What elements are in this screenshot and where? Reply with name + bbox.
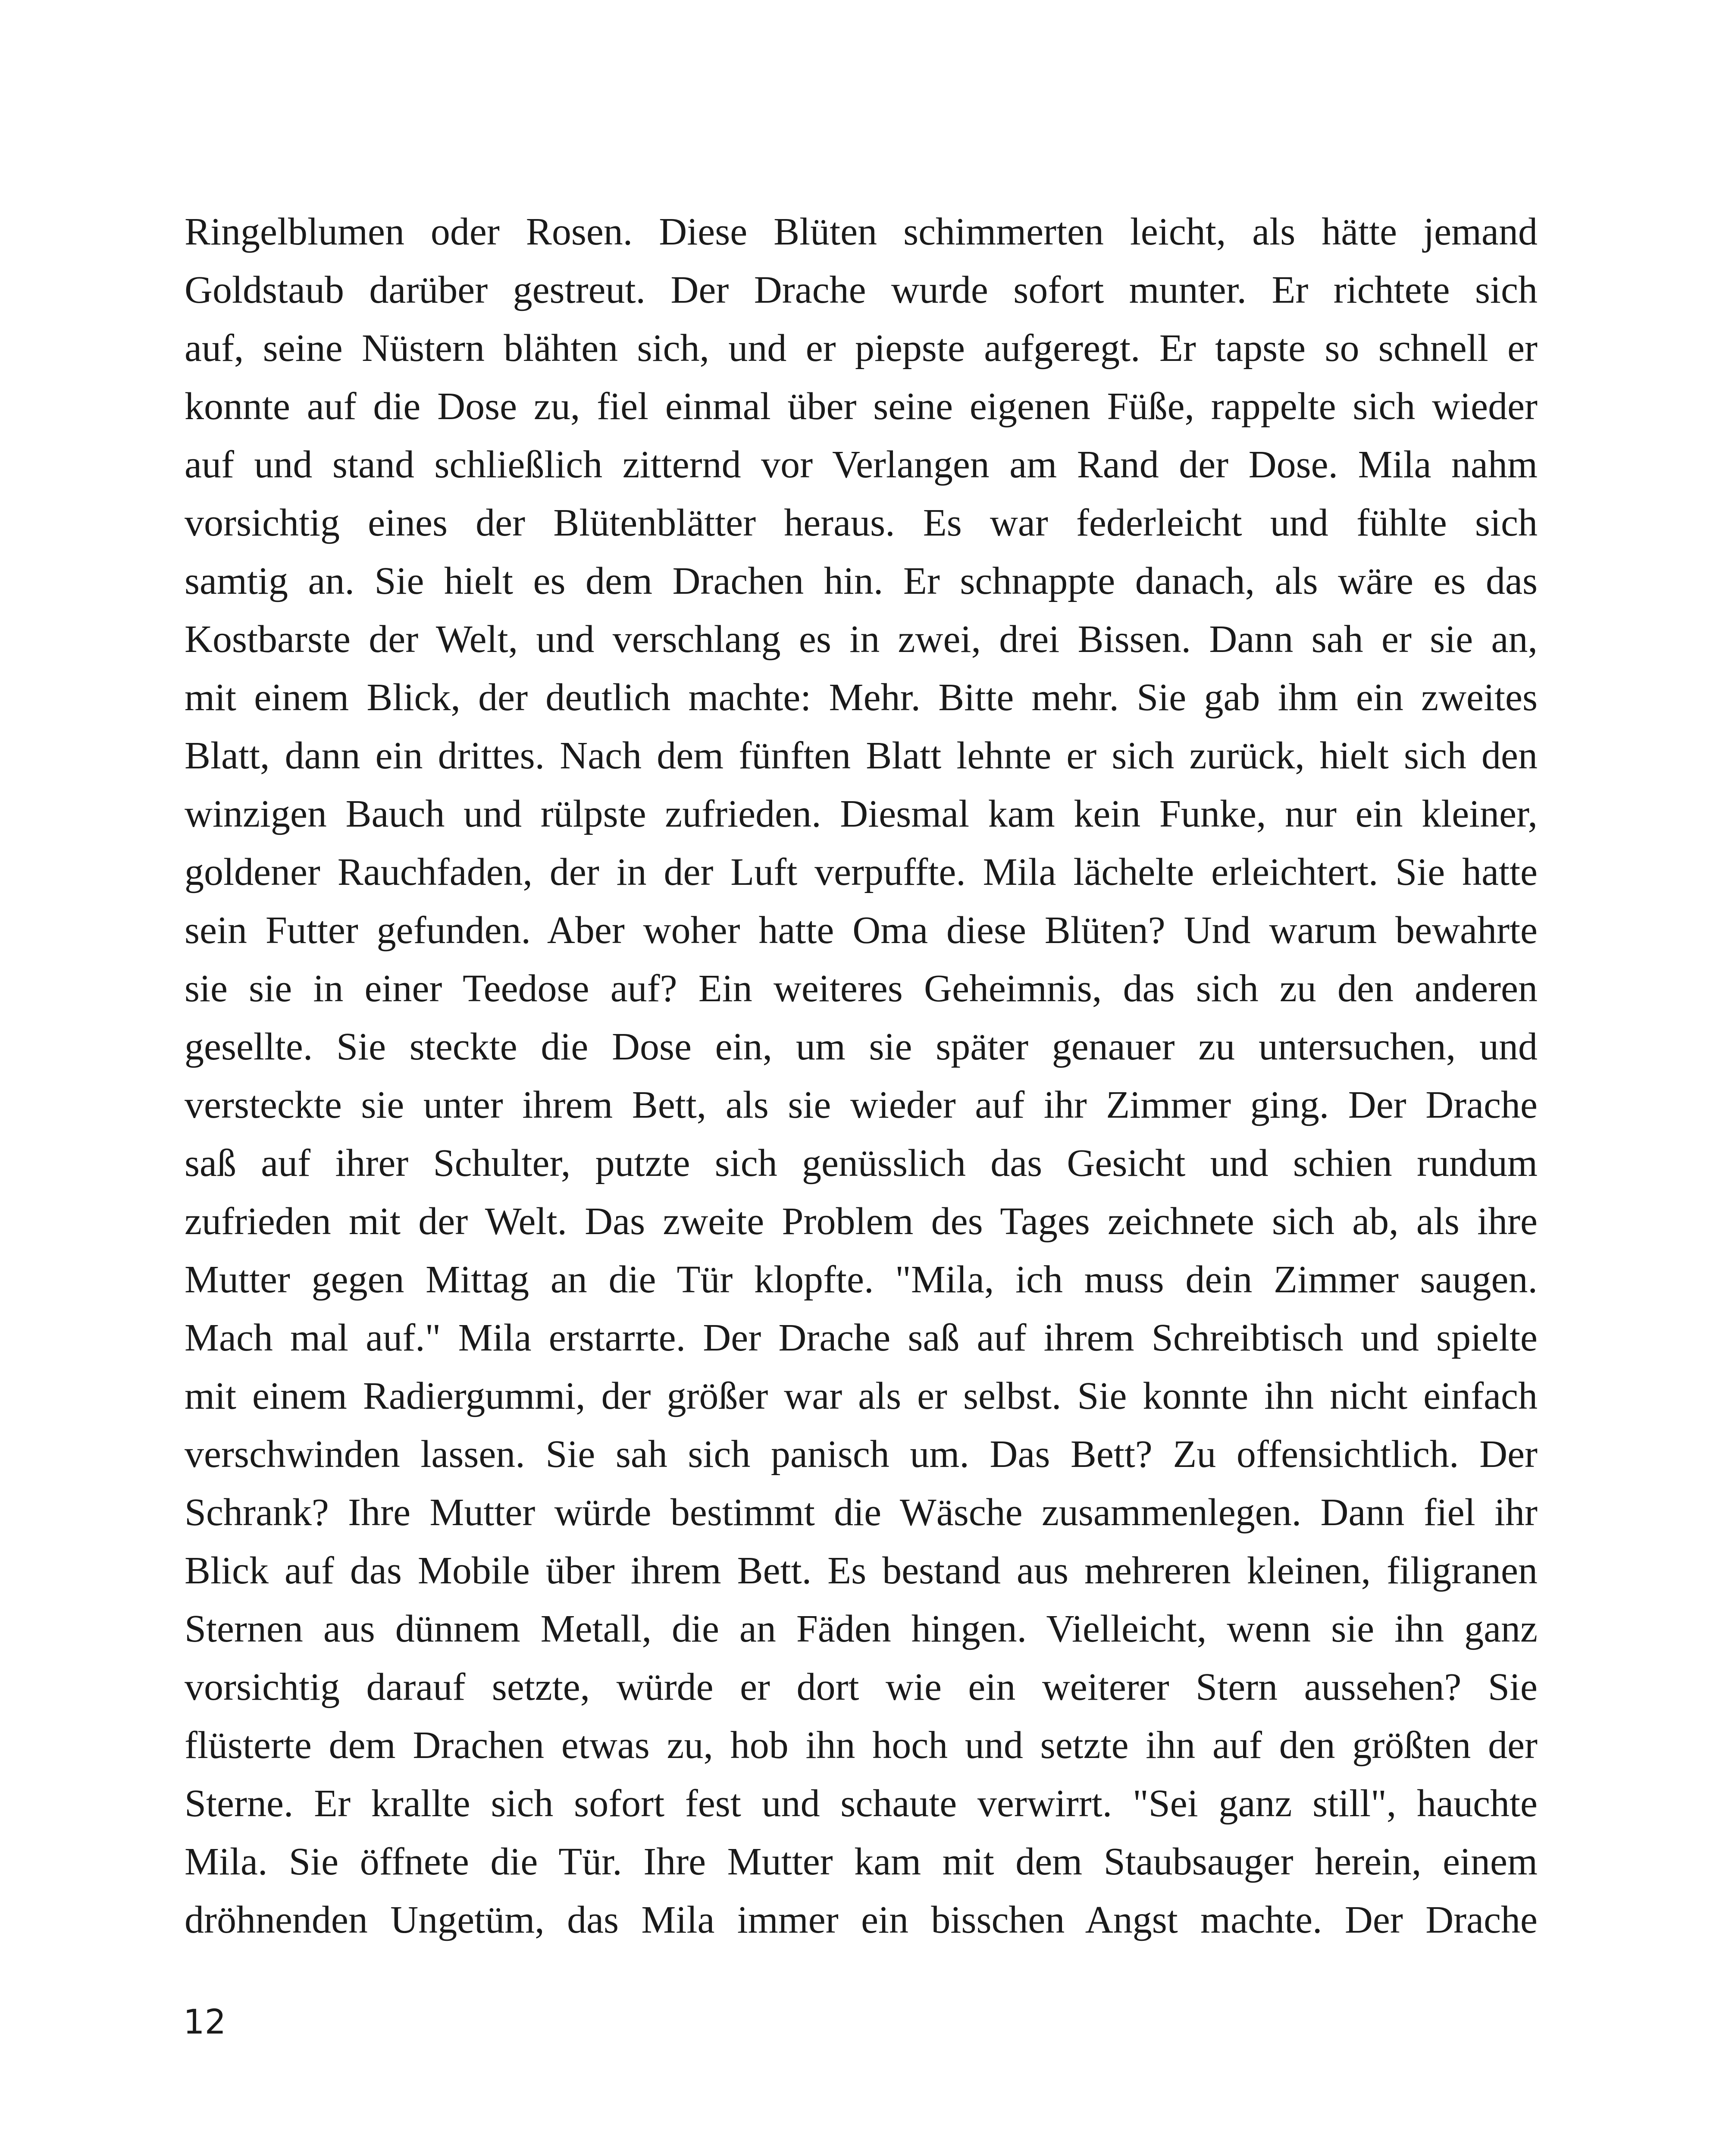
- text-line-20: Mach mal auf." Mila erstarrte. Der Drache saß auf ihrem Schreibtisch und spielte: [185, 1316, 1538, 1359]
- body-text: [185, 203, 1538, 1949]
- text-line-29: Mila. Sie öffnete die Tür. Ihre Mutter kam mit dem Staubsauger herein, einem: [185, 1840, 1538, 1883]
- text-line-28: Sterne. Er krallte sich sofort fest und schaute verwirrt. "Sei ganz still", hauchte: [185, 1782, 1538, 1825]
- text-line-13: sein Futter gefunden. Aber woher hatte Oma diese Blüten? Und warum bewahrte: [185, 909, 1538, 952]
- text-line-6: vorsichtig eines der Blütenblätter heraus. Es war federleicht und fühlte sich: [185, 501, 1538, 544]
- text-line-30: dröhnenden Ungetüm, das Mila immer ein bisschen Angst machte. Der Drache: [185, 1899, 1538, 1941]
- text-line-12: goldener Rauchfaden, der in der Luft verpuffte. Mila lächelte erleichtert. Sie hatte: [185, 851, 1538, 893]
- text-line-23: Schrank? Ihre Mutter würde bestimmt die Wäsche zusammenlegen. Dann fiel ihr: [185, 1491, 1538, 1534]
- text-line-2: Goldstaub darüber gestreut. Der Drache wurde sofort munter. Er richtete sich: [185, 269, 1538, 311]
- text-line-11: winzigen Bauch und rülpste zufrieden. Diesmal kam kein Funke, nur ein kleiner,: [185, 793, 1538, 835]
- text-line-21: mit einem Radiergummi, der größer war als er selbst. Sie konnte ihn nicht einfach: [185, 1375, 1538, 1417]
- text-line-22: verschwinden lassen. Sie sah sich panisch um. Das Bett? Zu offensichtlich. Der: [185, 1433, 1538, 1476]
- text-line-15: gesellte. Sie steckte die Dose ein, um sie später genauer zu untersuchen, und: [185, 1025, 1538, 1068]
- text-line-9: mit einem Blick, der deutlich machte: Mehr. Bitte mehr. Sie gab ihm ein zweites: [185, 676, 1538, 719]
- text-line-14: sie sie in einer Teedose auf? Ein weiteres Geheimnis, das sich zu den anderen: [185, 967, 1538, 1010]
- text-line-24: Blick auf das Mobile über ihrem Bett. Es bestand aus mehreren kleinen, filigranen: [185, 1549, 1538, 1592]
- text-line-10: Blatt, dann ein drittes. Nach dem fünften Blatt lehnte er sich zurück, hielt sich den: [185, 734, 1538, 777]
- text-line-7: samtig an. Sie hielt es dem Drachen hin. Er schnappte danach, als wäre es das: [185, 560, 1538, 602]
- text-line-1: Ringelblumen oder Rosen. Diese Blüten schimmerten leicht, als hätte jemand: [185, 210, 1538, 253]
- page-number: 12: [183, 2003, 226, 2042]
- text-line-18: zufrieden mit der Welt. Das zweite Problem des Tages zeichnete sich ab, als ihre: [185, 1200, 1538, 1243]
- text-line-19: Mutter gegen Mittag an die Tür klopfte. "Mila, ich muss dein Zimmer saugen.: [185, 1258, 1538, 1301]
- text-line-26: vorsichtig darauf setzte, würde er dort wie ein weiterer Stern aussehen? Sie: [185, 1666, 1538, 1708]
- text-line-27: flüsterte dem Drachen etwas zu, hob ihn hoch und setzte ihn auf den größten der: [185, 1724, 1538, 1767]
- text-line-8: Kostbarste der Welt, und verschlang es in zwei, drei Bissen. Dann sah er sie an,: [185, 618, 1538, 661]
- text-line-16: versteckte sie unter ihrem Bett, als sie wieder auf ihr Zimmer ging. Der Drache: [185, 1084, 1538, 1126]
- text-line-3: auf, seine Nüstern blähten sich, und er piepste aufgeregt. Er tapste so schnell er: [185, 327, 1538, 370]
- text-line-4: konnte auf die Dose zu, fiel einmal über seine eigenen Füße, rappelte sich wieder: [185, 385, 1538, 428]
- text-line-25: Sternen aus dünnem Metall, die an Fäden hingen. Vielleicht, wenn sie ihn ganz: [185, 1608, 1538, 1650]
- text-line-5: auf und stand schließlich zitternd vor Verlangen am Rand der Dose. Mila nahm: [185, 443, 1538, 486]
- text-line-17: saß auf ihrer Schulter, putzte sich genüsslich das Gesicht und schien rundum: [185, 1142, 1538, 1185]
